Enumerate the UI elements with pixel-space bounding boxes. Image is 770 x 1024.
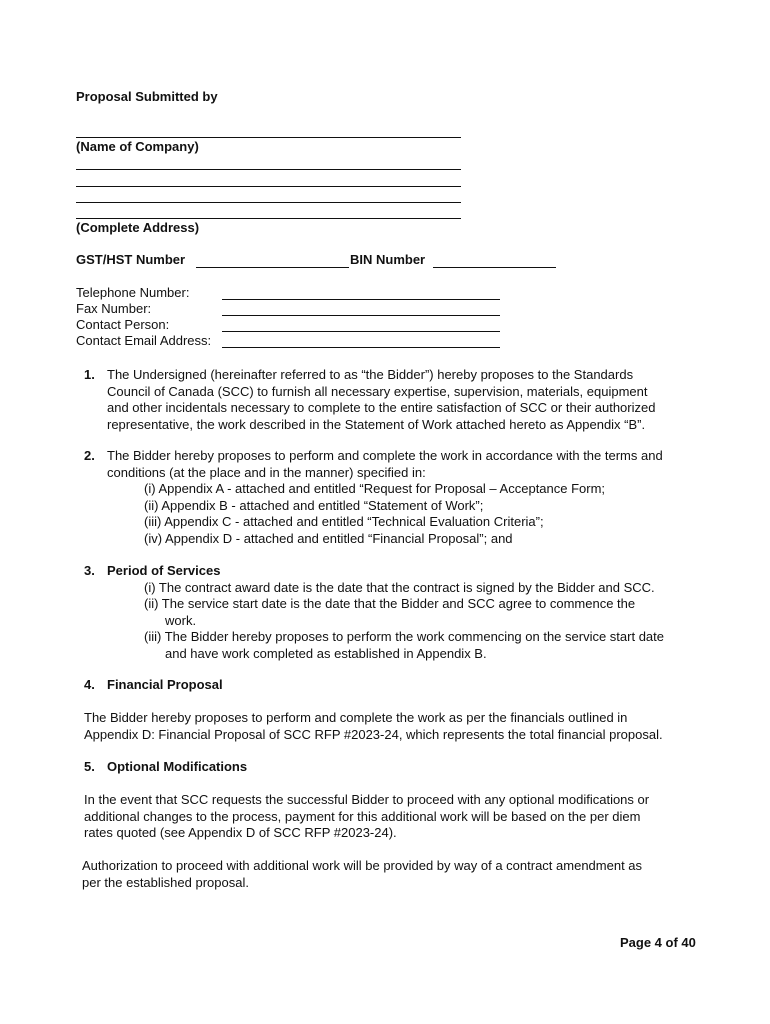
section-2-number: 2.	[84, 448, 95, 463]
contact-person-label: Contact Person:	[76, 317, 170, 332]
address-line-2[interactable]	[76, 186, 461, 187]
section-4-title: Financial Proposal	[107, 677, 223, 692]
section-1-line: Council of Canada (SCC) to furnish all necessary expertise, supervision, materials, equipment	[107, 383, 648, 399]
page-number: Page 4 of 40	[620, 935, 696, 950]
contact-person-line[interactable]	[222, 331, 500, 332]
section-3-title: Period of Services	[107, 563, 221, 578]
section-4-number: 4.	[84, 677, 95, 692]
contact-email-label: Contact Email Address:	[76, 333, 212, 348]
period-list-item-cont: work.	[165, 612, 197, 628]
address-line-1[interactable]	[76, 169, 461, 170]
section-5-number: 5.	[84, 759, 95, 774]
section-5-line: rates quoted (see Appendix D of SCC RFP #2023-24).	[84, 825, 397, 840]
fax-line[interactable]	[222, 315, 500, 316]
gst-hst-line[interactable]	[196, 267, 349, 268]
appendix-list-item: (i) Appendix A - attached and entitled “Request for Proposal – Acceptance Form;	[144, 481, 606, 496]
appendix-list-item: (iv) Appendix D - attached and entitled “Financial Proposal”; and	[144, 530, 513, 546]
address-line-3[interactable]	[76, 202, 461, 203]
bin-line[interactable]	[433, 267, 556, 268]
section-5-line: additional changes to the process, payment for this additional work will be based on the per diem	[84, 808, 641, 824]
fax-label: Fax Number:	[76, 301, 152, 316]
telephone-line[interactable]	[222, 299, 500, 300]
section-1-line: The Undersigned (hereinafter referred to as “the Bidder”) hereby proposes to the Standards	[107, 367, 634, 382]
complete-address-label: (Complete Address)	[76, 220, 200, 235]
authorization-line: Authorization to proceed with additional work will be provided by way of a contract amendment as	[82, 858, 643, 873]
period-list-item: (iii) The Bidder hereby proposes to perform the work commencing on the service start date	[144, 629, 664, 644]
section-1-line: representative, the work described in the Statement of Work attached hereto as Appendix “B”.	[107, 416, 646, 432]
contact-email-line[interactable]	[222, 347, 500, 348]
gst-hst-label: GST/HST Number	[76, 252, 186, 267]
section-5-title: Optional Modifications	[107, 759, 248, 774]
company-name-line[interactable]	[76, 137, 461, 138]
section-4-line: The Bidder hereby proposes to perform and complete the work as per the financials outlined in	[84, 710, 628, 725]
section-3-number: 3.	[84, 563, 95, 578]
appendix-list-item: (ii) Appendix B - attached and entitled “Statement of Work”;	[144, 497, 484, 513]
period-list-item: (ii) The service start date is the date that the Bidder and SCC agree to commence the	[144, 596, 636, 611]
period-list-item: (i) The contract award date is the date that the contract is signed by the Bidder and SCC.	[144, 579, 655, 595]
section-2-line: The Bidder hereby proposes to perform and complete the work in accordance with the terms and	[107, 448, 663, 463]
section-4-line: Appendix D: Financial Proposal of SCC RFP #2023-24, which represents the total financial proposal.	[84, 726, 663, 742]
name-of-company-label: (Name of Company)	[76, 139, 199, 154]
bin-label: BIN Number	[350, 252, 426, 267]
proposal-submitted-by: Proposal Submitted by	[76, 89, 218, 104]
authorization-line: per the established proposal.	[82, 874, 249, 890]
section-1-number: 1.	[84, 367, 95, 382]
section-5-line: In the event that SCC requests the successful Bidder to proceed with any optional modifications or	[84, 792, 650, 807]
section-2-line: conditions (at the place and in the manner) specified in:	[107, 464, 426, 480]
appendix-list-item: (iii) Appendix C - attached and entitled “Technical Evaluation Criteria”;	[144, 514, 544, 529]
section-1-line: and other incidentals necessary to complete to the entire satisfaction of SCC or their authorized	[107, 400, 656, 415]
telephone-label: Telephone Number:	[76, 285, 190, 300]
period-list-item-cont: and have work completed as established in Appendix B.	[165, 645, 487, 661]
address-line-4[interactable]	[76, 218, 461, 219]
